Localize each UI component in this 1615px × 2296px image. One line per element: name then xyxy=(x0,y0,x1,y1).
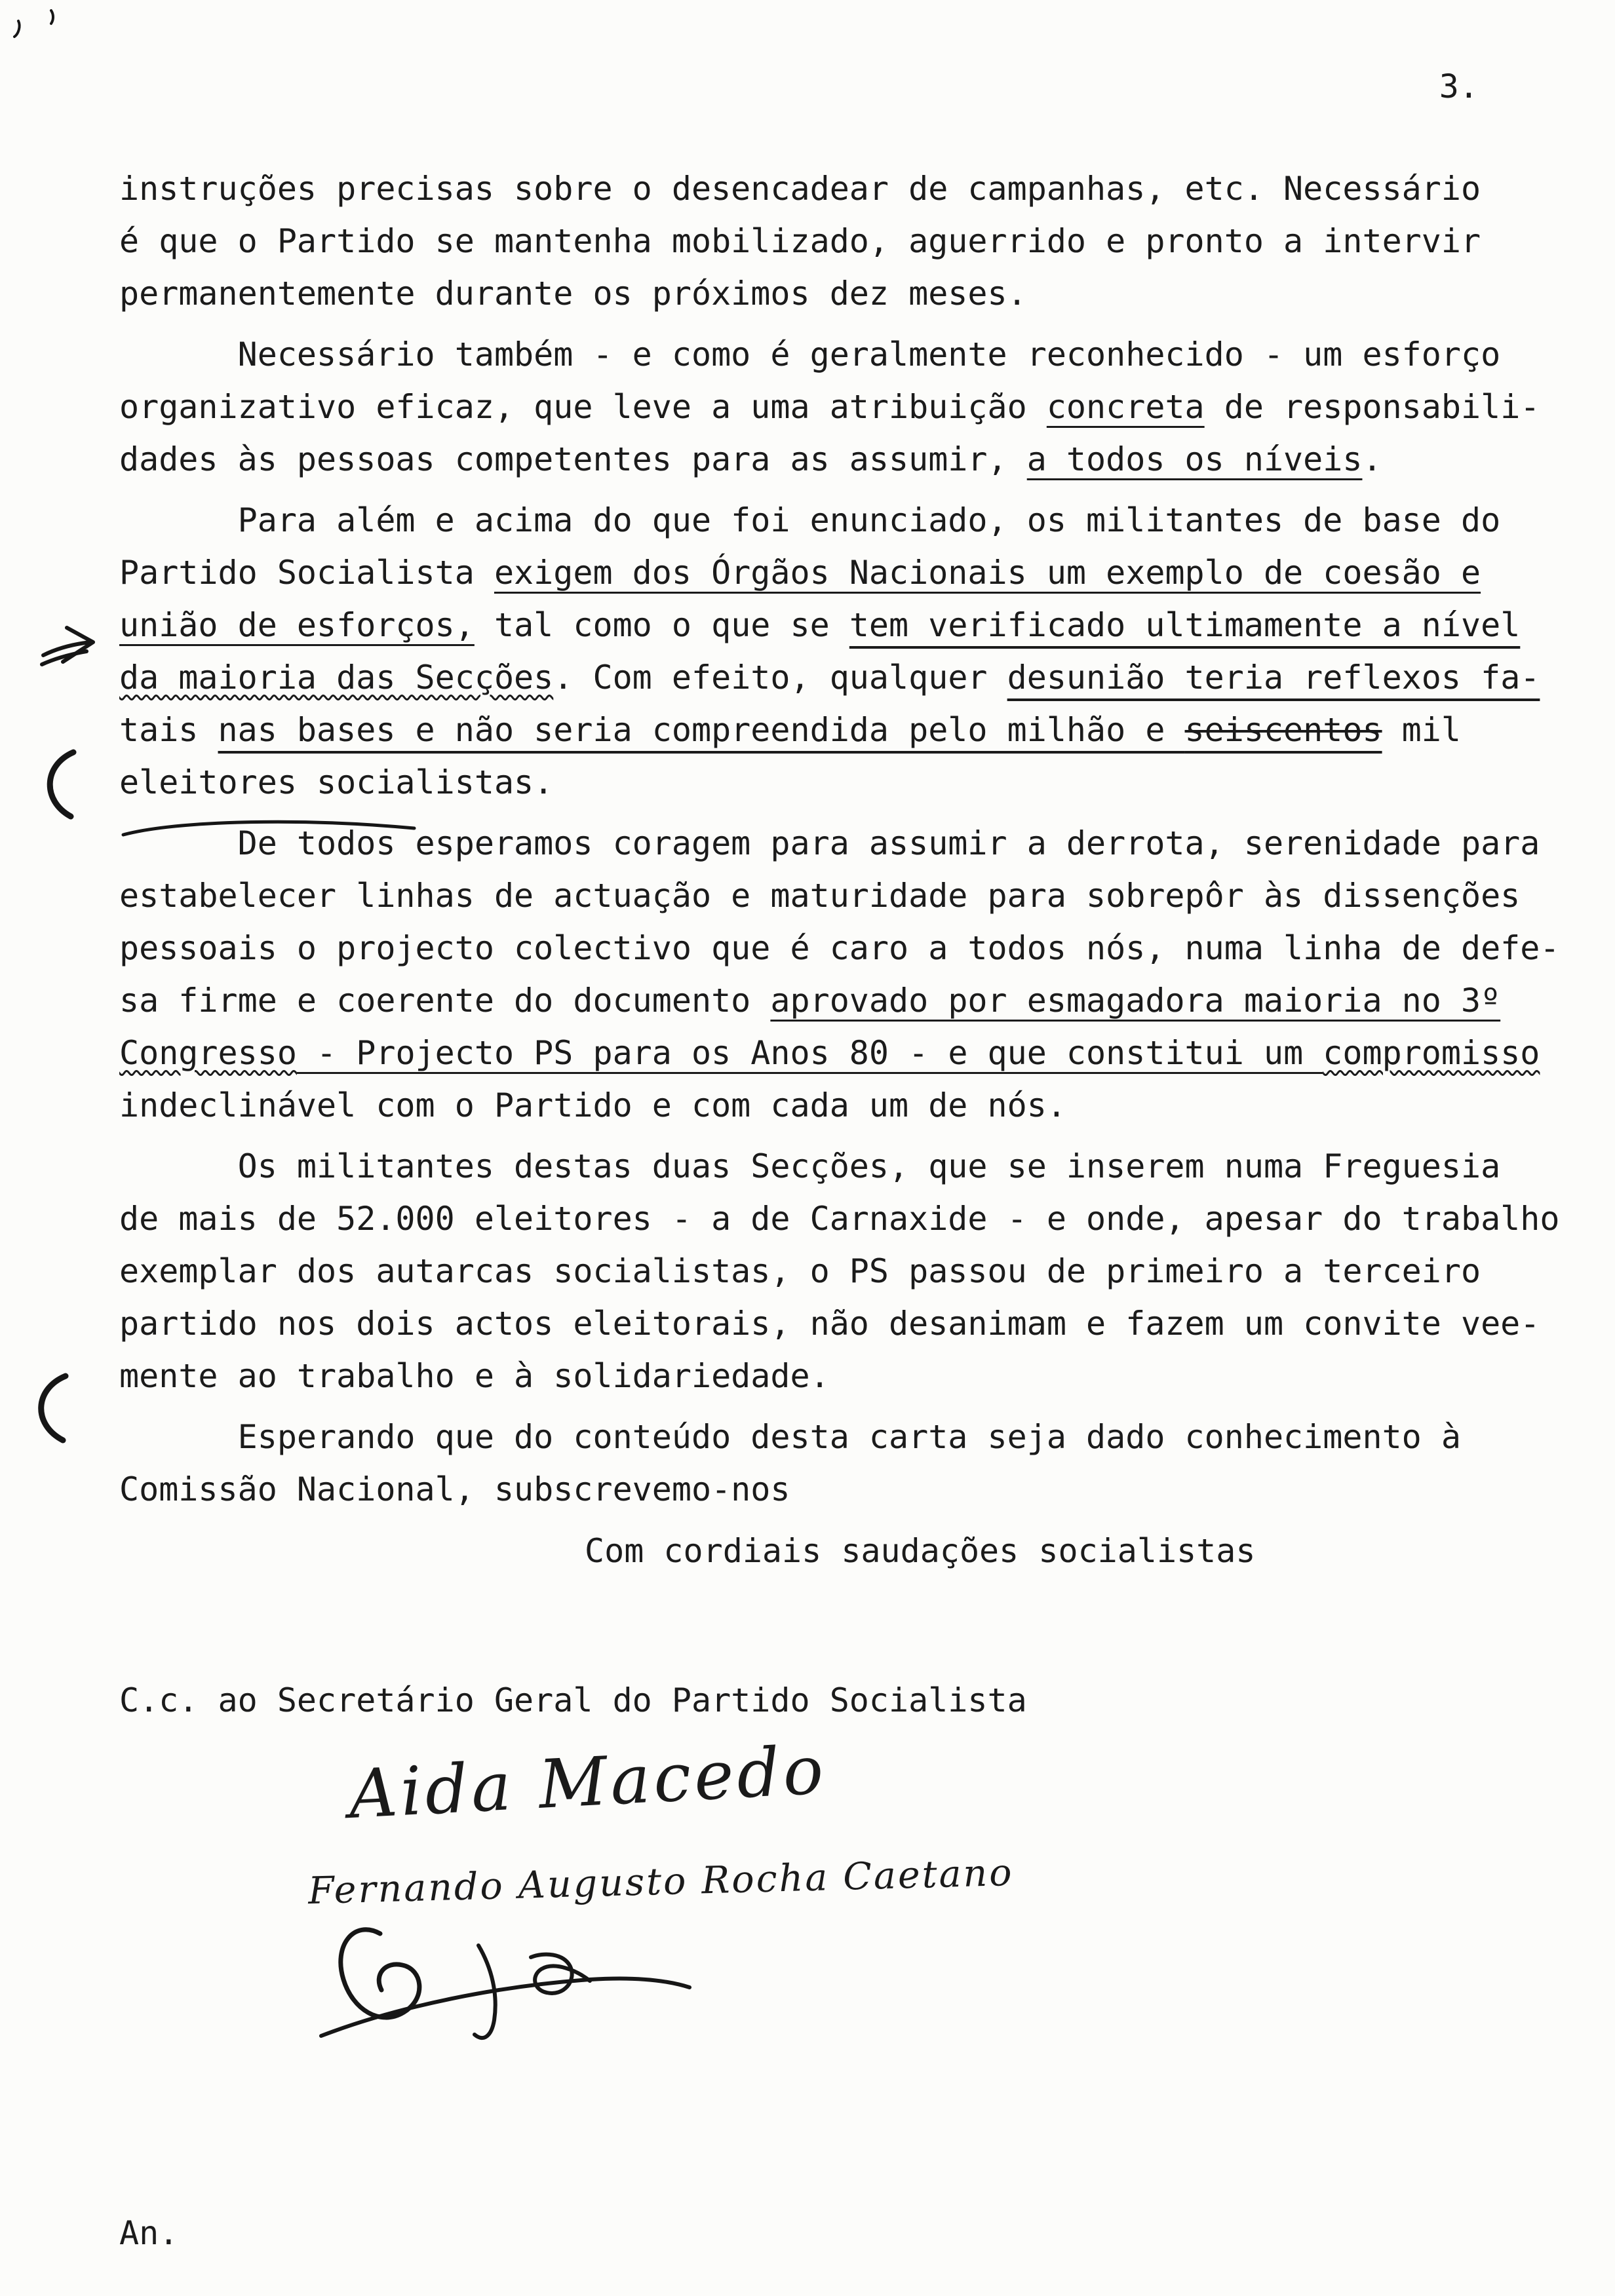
text-segment: eleitores socialistas. xyxy=(119,763,554,801)
text-segment: exigem dos Órgãos Nacionais um exemplo de coesão e xyxy=(494,554,1481,592)
text-line xyxy=(119,1193,1587,1245)
text-segment: de responsabili- xyxy=(1204,388,1540,426)
text-line xyxy=(119,1027,1587,1079)
signature-block xyxy=(119,1731,1587,2164)
text-segment: Esperando que do conteúdo desta carta seja dado conhecimento à xyxy=(119,1418,1461,1456)
closing-line: Com cordiais saudações socialistas xyxy=(585,1532,1256,1570)
text-segment: união de esforços, xyxy=(119,606,475,644)
text-line xyxy=(119,1463,1587,1516)
text-line xyxy=(119,215,1587,267)
text-line xyxy=(119,328,1587,381)
text-segment: mil xyxy=(1382,711,1461,749)
text-segment: Comissão Nacional, subscrevemo-nos xyxy=(119,1470,790,1508)
signature-flourish-icon xyxy=(282,1907,714,2061)
text-segment: seiscentos xyxy=(1184,711,1382,749)
text-segment: instruções precisas sobre o desencadear de campanhas, etc. Necessário xyxy=(119,170,1481,208)
scan-speck-icon xyxy=(46,8,60,29)
text-line xyxy=(119,1297,1587,1350)
text-line xyxy=(119,1350,1587,1402)
text-segment: tal como o que se xyxy=(474,606,849,644)
text-segment: Os militantes destas duas Secções, que se inserem numa Freguesia xyxy=(119,1147,1501,1185)
text-segment: partido nos dois actos eleitorais, não desanimam e fazem um convite vee- xyxy=(119,1305,1540,1343)
paragraph-4 xyxy=(119,817,1587,1132)
text-segment: desunião teria reflexos fa- xyxy=(1007,659,1540,697)
text-line xyxy=(119,163,1587,215)
margin-paren-icon xyxy=(34,747,84,827)
text-segment: mente ao trabalho e à solidariedade. xyxy=(119,1357,830,1395)
text-segment: a todos os níveis xyxy=(1026,440,1363,478)
text-segment: nas bases e não seria compreendida pelo milhão e xyxy=(218,711,1185,749)
text-segment: exemplar dos autarcas socialistas, o PS passou de primeiro a terceiro xyxy=(119,1252,1481,1290)
text-segment: concreta xyxy=(1046,388,1205,426)
paragraph-3 xyxy=(119,494,1587,809)
text-segment: tais xyxy=(119,711,218,749)
text-line xyxy=(119,1079,1587,1132)
text-line xyxy=(119,546,1587,599)
page-number: 3. xyxy=(1439,67,1479,105)
margin-paren-icon xyxy=(25,1369,75,1449)
text-line xyxy=(119,599,1587,651)
text-segment: tem verificado ultimamente a nível xyxy=(849,606,1521,644)
paragraph-5 xyxy=(119,1140,1587,1402)
text-segment: Partido Socialista xyxy=(119,554,494,592)
text-segment: indeclinável com o Partido e com cada um de nós. xyxy=(119,1086,1066,1124)
text-segment: estabelecer linhas de actuação e maturidade para sobrepôr às dissenções xyxy=(119,877,1521,915)
text-segment: compromisso xyxy=(1323,1034,1540,1072)
signature-aida-macedo: Aida Macedo xyxy=(347,1731,828,1835)
text-line xyxy=(119,267,1587,320)
text-line xyxy=(119,1140,1587,1193)
text-line xyxy=(119,433,1587,486)
typist-initials: An. xyxy=(119,2214,179,2252)
text-segment: dades às pessoas competentes para as assumir, xyxy=(119,440,1027,478)
text-line xyxy=(119,651,1587,704)
text-line xyxy=(119,1411,1587,1463)
paragraph-1 xyxy=(119,163,1587,320)
text-segment: da maioria das Secções xyxy=(119,659,554,697)
text-line xyxy=(119,494,1587,546)
letter-content xyxy=(119,163,1587,2164)
text-segment: pessoais o projecto colectivo que é caro a todos nós, numa linha de defe- xyxy=(119,929,1560,967)
text-segment: . Com efeito, qualquer xyxy=(553,659,1007,697)
text-segment: de mais de 52.000 eleitores - a de Carnaxide - e onde, apesar do trabalho xyxy=(119,1200,1560,1238)
text-segment: Congresso xyxy=(119,1034,297,1072)
text-segment: permanentemente durante os próximos dez meses. xyxy=(119,275,1027,313)
text-line xyxy=(119,1245,1587,1297)
text-segment: - Projecto PS para os Anos 80 - e que constitui um xyxy=(296,1034,1323,1072)
text-segment: é que o Partido se mantenha mobilizado, aguerrido e pronto a intervir xyxy=(119,222,1481,260)
text-segment: sa firme e coerente do documento xyxy=(119,982,771,1020)
text-line xyxy=(119,381,1587,433)
text-line xyxy=(119,870,1587,922)
paragraph-6 xyxy=(119,1411,1587,1516)
text-segment: De todos esperamos coragem para assumir a derrota, serenidade para xyxy=(119,824,1540,862)
text-line xyxy=(119,756,1587,809)
text-segment: organizativo eficaz, que leve a uma atribuição xyxy=(119,388,1047,426)
hand-underline-icon xyxy=(118,816,426,845)
paragraph-2 xyxy=(119,328,1587,486)
text-segment: Para além e acima do que foi enunciado, os militantes de base do xyxy=(119,501,1501,539)
text-segment: . xyxy=(1362,440,1382,478)
text-segment: Necessário também - e como é geralmente reconhecido - um esforço xyxy=(119,335,1501,373)
text-line xyxy=(119,922,1587,974)
cc-line: C.c. ao Secretário Geral do Partido Socialista xyxy=(119,1681,1027,1719)
text-segment: aprovado por esmagadora maioria no 3º xyxy=(770,982,1501,1020)
text-line xyxy=(119,704,1587,756)
text-line xyxy=(119,974,1587,1027)
signature-fernando-caetano: Fernando Augusto Rocha Caetano xyxy=(307,1850,1015,1913)
margin-arrow-icon xyxy=(38,621,101,680)
scan-speck-icon xyxy=(10,17,28,42)
